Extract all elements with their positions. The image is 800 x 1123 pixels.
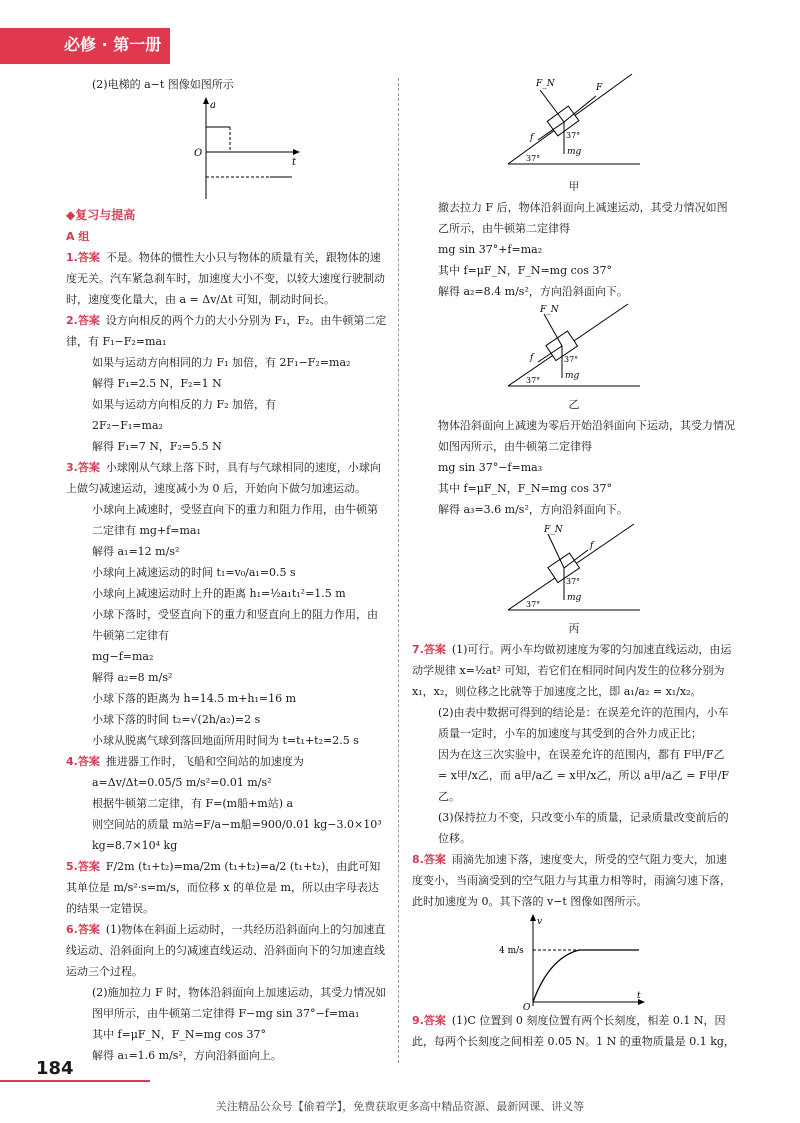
- answer-3-line: 小球下落的时间 t₂=√(2h/a₂)=2 s: [92, 713, 261, 726]
- mg-label: mg: [567, 147, 582, 157]
- answer-2-line: 如果与运动方向相反的力 F₂ 加倍，有: [92, 398, 277, 411]
- column-divider: [398, 78, 399, 1063]
- answer-3-line: 小球下落时，受竖直向下的重力和竖直向上的阻力作用，由牛顿第二定律有: [92, 608, 378, 642]
- answer-8: 8.答案 雨滴先加速下落，速度变大，所受的空气阻力变大，加速度变小，当雨滴受到的空气阻力与其重力相等时，雨滴匀速下落，此时加速度为 0。其下落的 v−t 图像如图所示。: [412, 853, 731, 908]
- fn-arrow: [540, 90, 564, 122]
- answer-1: 1.答案 不是。物体的惯性大小只与物体的质量有关，跟物体的速度无关。汽车紧急刹车时，加速度大小不变，以较大速度行驶制动时，速度变化量大，由 a = Δv/Δt 可知，制动时间长。: [66, 251, 385, 306]
- origin-label: O: [523, 1003, 531, 1010]
- v-t-graph: [499, 912, 649, 1010]
- figure-caption-jia: 甲: [568, 180, 580, 193]
- fn-label: F_N: [540, 305, 559, 315]
- mg-label: mg: [565, 371, 580, 381]
- answer-2: 2.答案 设方向相反的两个力的大小分别为 F₁，F₂。由牛顿第二定律，有 F₁−F₂=ma₁: [66, 314, 387, 348]
- group-heading: A 组: [66, 230, 90, 243]
- page-number: 184: [36, 1058, 74, 1079]
- answer-6: 6.答案 (1)物体在斜面上运动时，一共经历沿斜面向上的匀加速直线运动、沿斜面向上的匀减速直线运动、沿斜面向下的匀加速直线运动三个过程。: [66, 923, 386, 978]
- answer-3: 3.答案 小球刚从气球上落下时，具有与气球相同的速度，小球向上做匀减速运动，速度减小为 0 后，开始向下做匀加速运动。: [66, 461, 381, 495]
- answer-4-line: a=Δv/Δt=0.05/5 m/s²=0.01 m/s²: [92, 776, 272, 789]
- friction-label: f: [530, 133, 534, 143]
- paragraph-1-line: 解得 a₂=8.4 m/s²，方向沿斜面向下。: [438, 285, 628, 298]
- fn-label: F_N: [544, 525, 563, 535]
- terminal-velocity-label: 4 m/s: [499, 946, 524, 956]
- angle-label-2: 37°: [564, 355, 579, 364]
- angle-label: 37°: [526, 154, 541, 163]
- t-label: t: [292, 157, 297, 168]
- answer-2-line: 解得 F₁=2.5 N，F₂=1 N: [92, 377, 222, 390]
- answer-6-line: 解得 a₁=1.6 m/s²，方向沿斜面向上。: [92, 1049, 282, 1062]
- footer-note: 关注精品公众号【偷着学】，免费获取更多高中精品资源、最新网课、讲义等: [215, 1100, 585, 1113]
- a-label: a: [210, 100, 216, 111]
- section-tab: 必修 · 第一册: [0, 28, 170, 62]
- fn-label: F_N: [536, 79, 555, 89]
- answer-7-line: 因为在这三次实验中，在误差允许的范围内，都有 F甲/F乙 = x甲/x乙，而 a甲/a乙 = x甲/x乙，所以 a甲/a乙 = F甲/F乙。: [438, 748, 729, 803]
- velocity-curve: [533, 950, 639, 1002]
- answer-9: 9.答案 (1)C 位置到 0 刻度位置有两个长刻度，相差 0.1 N，因此，每两个长刻度之间相差 0.05 N。1 N 的重物质量是 0.1 kg，: [412, 1014, 735, 1048]
- page-number-underline: [0, 1080, 150, 1082]
- paragraph-2-line: 其中 f=μF_N，F_N=mg cos 37°: [438, 482, 613, 495]
- paragraph-1-line: 撤去拉力 F 后，物体沿斜面向上减速运动，其受力情况如图乙所示，由牛顿第二定律得: [438, 201, 728, 235]
- answer-3-line: 解得 a₁=12 m/s²: [92, 545, 180, 558]
- a-axis-arrow: [203, 97, 209, 104]
- t-axis-arrow: [293, 149, 300, 155]
- answer-6-line: 其中 f=μF_N，F_N=mg cos 37°: [92, 1028, 267, 1041]
- section-heading: ◆复习与提高: [66, 208, 136, 222]
- figure-caption-yi: 乙: [568, 398, 580, 411]
- angle-label: 37°: [526, 600, 541, 609]
- paragraph-2-line: mg sin 37°−f=ma₃: [438, 461, 543, 474]
- free-body-diagram-jia: [504, 72, 644, 176]
- answer-7-line: (2)由表中数据可得到的结论是：在误差允许的范围内，小车质量一定时，小车的加速度与其受到的合外力成正比；: [438, 706, 729, 740]
- right-column: [412, 72, 736, 1052]
- friction-label: f: [530, 353, 534, 363]
- a-t-graph: [152, 95, 302, 203]
- paragraph-1-line: mg sin 37°+f=ma₂: [438, 243, 543, 256]
- free-body-diagram-bing: [504, 520, 644, 618]
- answer-3-line: mg−f=ma₂: [92, 650, 154, 663]
- answer-2-line: 2F₂−F₁=ma₂: [92, 419, 163, 432]
- v-axis-arrow: [530, 914, 536, 921]
- answer-2-line: 如果与运动方向相同的力 F₁ 加倍，有 2F₁−F₂=ma₂: [92, 356, 351, 369]
- paragraph-2-line: 物体沿斜面向上减速为零后开始沿斜面向下运动，其受力情况如图丙所示，由牛顿第二定律得: [438, 419, 735, 453]
- figure-caption-bing: 丙: [568, 622, 580, 635]
- answer-3-line: 小球向上减速时，受竖直向下的重力和阻力作用，由牛顿第二定律有 mg+f=ma₁: [92, 503, 378, 537]
- answer-7: 7.答案 (1)可行。两小车均做初速度为零的匀加速直线运动，由运动学规律 x=½at² 可知，若它们在相同时间内发生的位移分别为 x₁，x₂，则位移之比就等于加速度之比，即 a₁/a₂ = x₁/x₂。: [412, 643, 732, 698]
- left-column: [66, 74, 388, 1066]
- answer-6-line: (2)施加拉力 F 时，物体沿斜面向上加速运动，其受力情况如图甲所示，由牛顿第二定律得 F−mg sin 37°−f=ma₁: [92, 986, 387, 1020]
- v-label: v: [537, 917, 543, 927]
- answer-4-line: 则空间站的质量 m站=F/a−m船=900/0.01 kg−3.0×10³ kg=8.7×10⁴ kg: [92, 818, 382, 852]
- friction-label: f: [590, 541, 594, 551]
- answer-5: 5.答案 F/2m (t₁+t₂)=ma/2m (t₁+t₂)=a/2 (t₁+t₂)，由此可知其单位是 m/s²·s=m/s，而位移 x 的单位是 m，所以由字母表达的结果一定错误。: [66, 860, 381, 915]
- answer-3-line: 小球向上减速运动的时间 t₁=v₀/a₁=0.5 s: [92, 566, 296, 579]
- t-label: t: [637, 991, 641, 1001]
- intro-text: (2)电梯的 a−t 图像如图所示: [92, 78, 234, 91]
- answer-2-line: 解得 F₁=7 N，F₂=5.5 N: [92, 440, 222, 453]
- answer-3-line: 小球从脱离气球到落回地面所用时间为 t=t₁+t₂=2.5 s: [92, 734, 359, 747]
- answer-3-line: 小球下落的距离为 h=14.5 m+h₁=16 m: [92, 692, 297, 705]
- answer-4: 4.答案 推进器工作时，飞船和空间站的加速度为: [66, 755, 304, 768]
- angle-label-2: 37°: [566, 577, 581, 586]
- answer-3-line: 解得 a₂=8 m/s²: [92, 671, 173, 684]
- f-pull-label: F: [596, 83, 603, 93]
- angle-label-2: 37°: [566, 131, 581, 140]
- answer-3-line: 小球向上减速运动时上升的距离 h₁=½a₁t₁²=1.5 m: [92, 587, 346, 600]
- answer-4-line: 根据牛顿第二定律，有 F=(m船+m站) a: [92, 797, 294, 810]
- free-body-diagram-yi: [504, 302, 644, 394]
- origin-label: O: [194, 148, 203, 159]
- answer-7-line: (3)保持拉力不变，只改变小车的质量，记录质量改变前后的位移。: [438, 811, 729, 845]
- paragraph-2-line: 解得 a₃=3.6 m/s²，方向沿斜面向下。: [438, 503, 628, 516]
- tab-underline: [0, 62, 170, 64]
- angle-label: 37°: [526, 376, 541, 385]
- paragraph-1-line: 其中 f=μF_N，F_N=mg cos 37°: [438, 264, 613, 277]
- mg-label: mg: [567, 593, 582, 603]
